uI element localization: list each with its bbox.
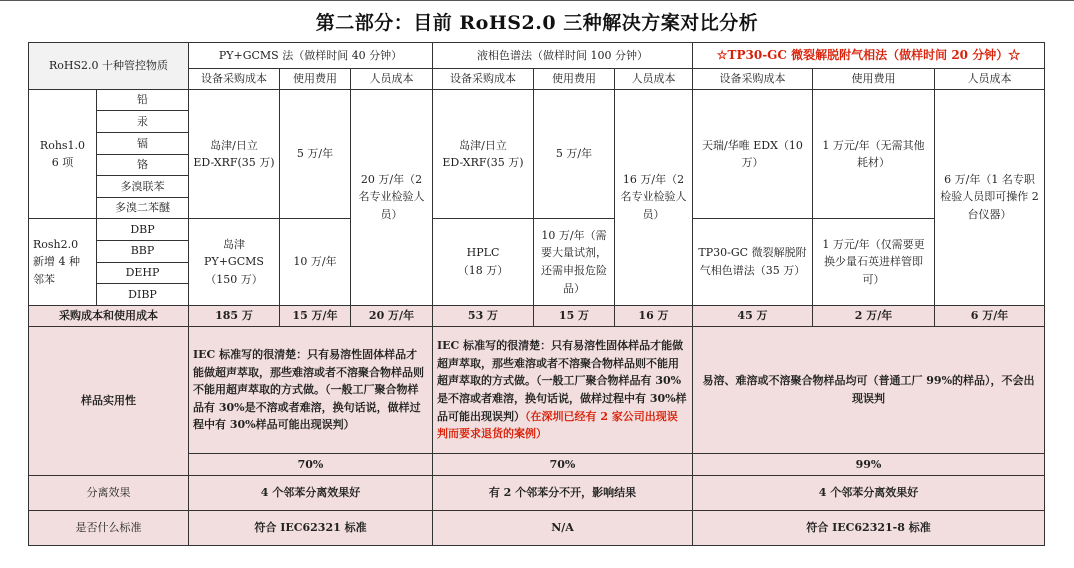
sub-header: 使用费用	[534, 68, 615, 89]
sub-header: 设备采购成本	[189, 68, 280, 89]
py-staff-cost: 20 万/年（2 名专业检验人员）	[351, 89, 433, 305]
practicality-lc-text: IEC 标准写的很清楚：只有易溶性固体样品才能做超声萃取，那些难溶或者不溶聚合物样品则不能用超声萃取的方式做。（一般工厂聚合物样品有 30%是不溶或者难溶，换句话说，做样过程中有 30%样品可能出现误判）	[437, 339, 687, 423]
py-use-cost: 5 万/年	[280, 89, 351, 218]
standard-value: 符合 IEC62321 标准	[189, 510, 433, 545]
substance-cell: 铅	[97, 89, 189, 111]
py-equip-cost: 岛津/日立 ED-XRF(35 万)	[189, 89, 280, 218]
method-header-py: PY+GCMS 法（做样时间 40 分钟）	[189, 43, 433, 69]
cost-value: 6 万/年	[935, 305, 1045, 326]
substance-cell: 镉	[97, 133, 189, 155]
practicality-pct: 70%	[433, 454, 693, 476]
lc-equip-cost-2: HPLC （18 万）	[433, 219, 534, 305]
py-equip-cost-2: 岛津 PY+GCMS （150 万）	[189, 219, 280, 305]
cost-value: 45 万	[693, 305, 813, 326]
lc-use-cost: 5 万/年	[534, 89, 615, 218]
cost-value: 20 万/年	[351, 305, 433, 326]
rohs1-label: Rohs1.0 6 项	[29, 89, 97, 218]
tp-equip-cost-2: TP30-GC 微裂解脱附气相色谱法（35 万）	[693, 219, 813, 305]
sub-header: 人员成本	[351, 68, 433, 89]
page-title: 第二部分：目前 RoHS2.0 三种解决方案对比分析	[315, 12, 759, 34]
substance-cell: DEHP	[97, 262, 189, 284]
py-use-cost-2: 10 万/年	[280, 219, 351, 305]
sub-header: 设备采购成本	[693, 68, 813, 89]
lc-staff-cost: 16 万/年（2 名专业检验人员）	[615, 89, 693, 305]
lc-use-cost-2: 10 万/年（需要大量试剂，还需申报危险品）	[534, 219, 615, 305]
sub-header: 使用费用	[280, 68, 351, 89]
separation-label: 分离效果	[29, 475, 189, 510]
practicality-lc-highlight: （在深圳已经有 2 家公司出现误判而要求退货的案例）	[437, 409, 678, 441]
substance-cell: DIBP	[97, 284, 189, 306]
sub-header: 设备采购成本	[433, 68, 534, 89]
header-corner: RoHS2.0 十种管控物质	[29, 43, 189, 90]
practicality-lc	[433, 326, 693, 454]
cost-value: 15 万	[534, 305, 615, 326]
cost-value: 2 万/年	[813, 305, 935, 326]
sub-header: 人员成本	[935, 68, 1045, 89]
practicality-label: 样品实用性	[29, 326, 189, 475]
method-header-lc: 液相色谱法（做样时间 100 分钟）	[433, 43, 693, 69]
practicality-py: IEC 标准写的很清楚：只有易溶性固体样品才能做超声萃取，那些难溶或者不溶聚合物样品则不能用超声萃取的方式做。（一般工厂聚合物样品有 30%是不溶或者难溶，换句话说，做样过程中有 30%样品可能出现误判）	[189, 326, 433, 454]
sub-header: 人员成本	[615, 68, 693, 89]
substance-cell: 铬	[97, 154, 189, 176]
practicality-tp: 易溶、难溶或不溶聚合物样品均可（普通工厂 99%的样品），不会出现误判	[693, 326, 1045, 454]
standard-value: 符合 IEC62321-8 标准	[693, 510, 1045, 545]
cost-value: 185 万	[189, 305, 280, 326]
comparison-table	[28, 42, 1045, 546]
substance-cell: DBP	[97, 219, 189, 241]
rohs2-label: Rosh2.0 新增 4 种 邻苯	[29, 219, 97, 305]
top-rule	[0, 0, 1074, 1]
substance-cell: 多溴联苯	[97, 176, 189, 198]
tp-use-cost-2: 1 万元/年（仅需要更换少量石英进样管即可）	[813, 219, 935, 305]
practicality-pct: 70%	[189, 454, 433, 476]
sub-header: 使用费用	[813, 68, 935, 89]
cost-row-label: 采购成本和使用成本	[29, 305, 189, 326]
tp-use-cost: 1 万元/年（无需其他耗材）	[813, 89, 935, 218]
standard-value: N/A	[433, 510, 693, 545]
separation-value: 4 个邻苯分离效果好	[693, 475, 1045, 510]
separation-value: 4 个邻苯分离效果好	[189, 475, 433, 510]
standard-label: 是否什么标准	[29, 510, 189, 545]
tp-staff-cost: 6 万/年（1 名专职检验人员即可操作 2 台仪器）	[935, 89, 1045, 305]
practicality-pct: 99%	[693, 454, 1045, 476]
tp-equip-cost: 天瑞/华唯 EDX（10 万）	[693, 89, 813, 218]
cost-value: 15 万/年	[280, 305, 351, 326]
method-header-tp: ☆TP30-GC 微裂解脱附气相法（做样时间 20 分钟）☆	[693, 43, 1045, 69]
substance-cell: BBP	[97, 240, 189, 262]
substance-cell: 多溴二苯醚	[97, 197, 189, 219]
substance-cell: 汞	[97, 111, 189, 133]
cost-value: 53 万	[433, 305, 534, 326]
cost-value: 16 万	[615, 305, 693, 326]
separation-value: 有 2 个邻苯分不开，影响结果	[433, 475, 693, 510]
lc-equip-cost: 岛津/日立 ED-XRF(35 万)	[433, 89, 534, 218]
